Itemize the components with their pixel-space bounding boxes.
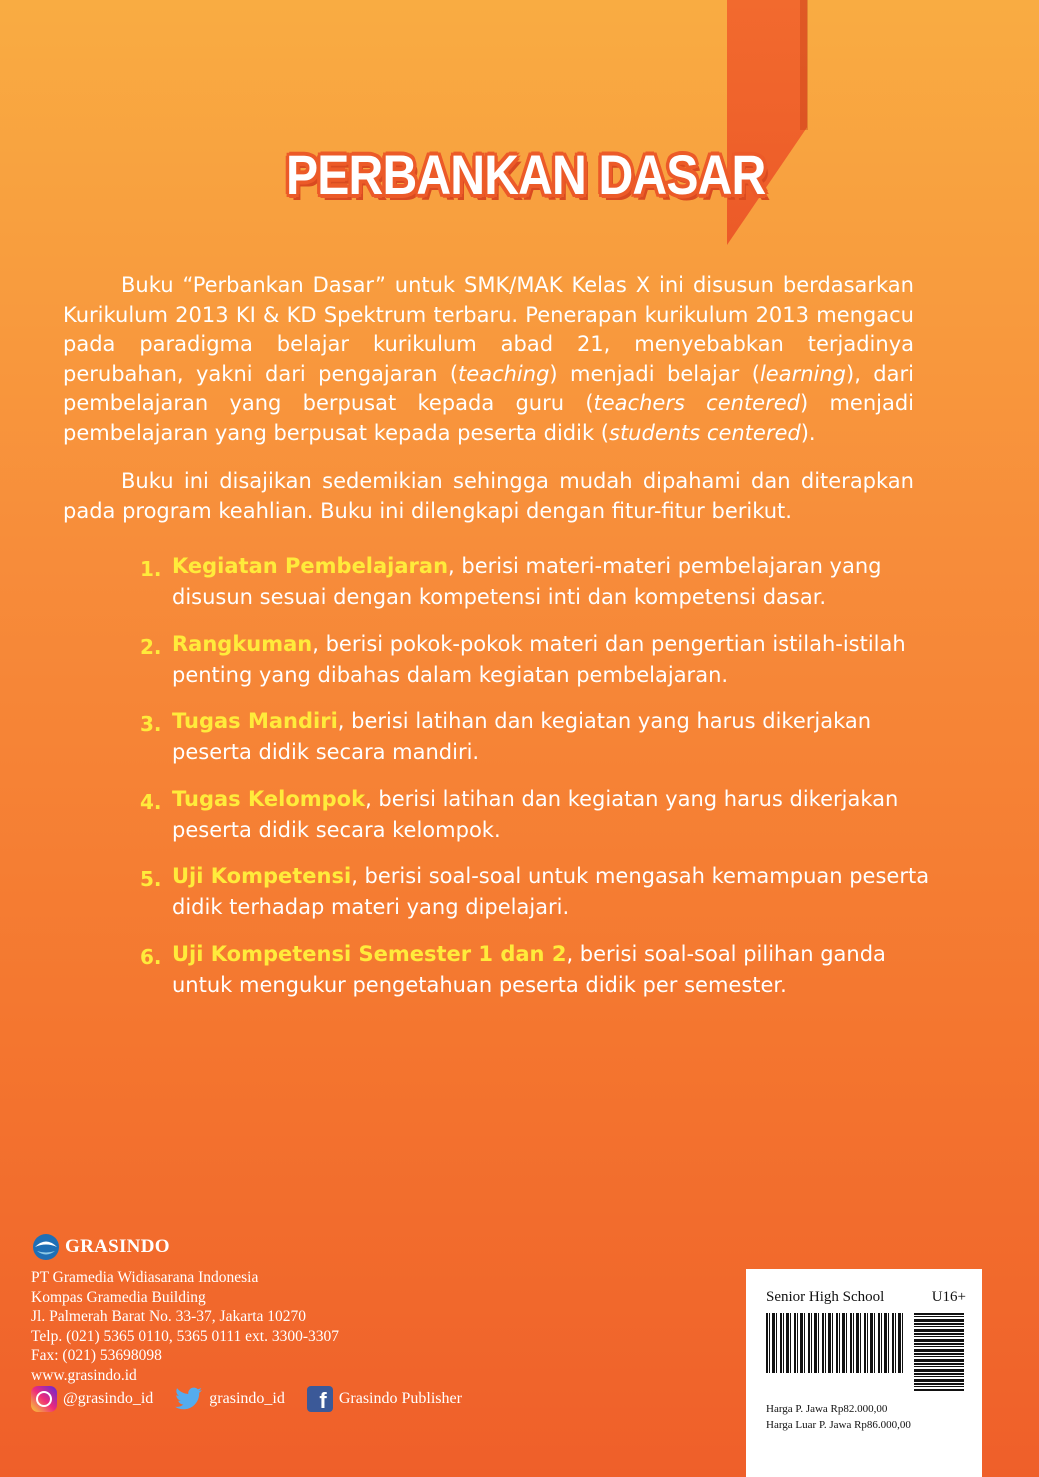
p2-text: Buku ini disajikan sedemikian sehingga mudah dipahami dan diterapkan pada program keahlian. Buku ini dilengkapi dengan fitur-fitur berikut. (63, 469, 914, 523)
feature-heading: Uji Kompetensi Semester 1 dan 2 (172, 941, 567, 966)
price-list (766, 1402, 911, 1433)
feature-text: , berisi soal-soal untuk mengasah kemampuan peserta didik terhadap materi yang dipelajari. (172, 864, 930, 919)
feature-number: 2. (140, 634, 162, 659)
twitter-handle: grasindo_id (209, 1390, 285, 1407)
feature-text: , berisi materi-materi pembelajaran yang disusun sesuai dengan kompetensi inti dan kompetensi dasar. (172, 554, 882, 609)
publisher-logo (31, 1232, 339, 1262)
price-java: Harga P. Jawa Rp82.000,00 (766, 1403, 888, 1415)
publisher-logo-text: GRASINDO (65, 1236, 170, 1257)
feature-number: 6. (140, 944, 162, 969)
p1-italic-teaching: teaching (458, 361, 550, 386)
feature-heading: Tugas Mandiri (172, 709, 338, 733)
facebook-name: Grasindo Publisher (338, 1390, 462, 1407)
instagram-icon (31, 1386, 57, 1412)
feature-number: 5. (140, 867, 162, 891)
feature-number: 4. (140, 789, 162, 814)
grasindo-logo-icon (31, 1232, 61, 1262)
feature-heading: Kegiatan Pembelajaran (172, 554, 449, 578)
feature-item (140, 551, 950, 613)
ribbon-shadow (800, 0, 808, 130)
feature-number: 3. (140, 712, 162, 736)
school-level: Senior High School (766, 1289, 885, 1305)
feature-item (140, 784, 950, 846)
age-rating: U16+ (931, 1289, 966, 1305)
isbn-barcode (766, 1313, 904, 1373)
barcode-label (746, 1269, 982, 1477)
feature-heading: Tugas Kelompok (172, 786, 366, 811)
twitter-icon (175, 1387, 203, 1411)
feature-item (140, 939, 950, 1001)
feature-text: , berisi latihan dan kegiatan yang harus dikerjakan peserta didik secara mandiri. (172, 709, 872, 764)
twitter-link[interactable] (175, 1387, 285, 1411)
instagram-handle: @grasindo_id (63, 1390, 154, 1407)
facebook-link[interactable] (307, 1386, 462, 1412)
p1-text-a: Buku “Perbankan Dasar” untuk SMK/MAK Kelas X ini disusun berdasarkan Kurikulum 2013 KI & KD Spektrum terbaru. Penerapan kurikulum 2013 mengacu pada paradigma belajar kurikulum abad 21, menyebabkan terjadinya perubahan, yakni dari pengajaran ( (63, 273, 914, 386)
p1-text-b: ) menjadi belajar ( (549, 361, 760, 386)
bookmark-ribbon (727, 0, 807, 245)
p1-italic-learning: learning (759, 361, 846, 386)
feature-item (140, 706, 950, 768)
price-outside-java: Harga Luar P. Jawa Rp86.000,00 (766, 1418, 911, 1431)
publisher-block (31, 1232, 339, 1386)
publisher-address (31, 1268, 339, 1386)
feature-heading: Uji Kompetensi (172, 864, 352, 888)
feature-text: , berisi soal-soal pilihan ganda untuk mengukur pengetahuan peserta didik per semester. (172, 941, 886, 997)
p1-text-c: ), dari pembelajaran yang berpusat kepada guru ( (63, 361, 914, 416)
feature-item (140, 629, 950, 691)
address-line: PT Gramedia Widiasarana Indonesia (31, 1269, 259, 1286)
description-paragraph-1 (63, 271, 914, 449)
p1-text-d: ) menjadi pembelajaran yang berpusat kepada peserta didik ( (63, 391, 914, 445)
barcode-header (766, 1289, 966, 1306)
feature-list (140, 551, 950, 1016)
address-line: Telp. (021) 5365 0110, 5365 0111 ext. 3300-3307 (31, 1327, 340, 1345)
description-paragraph-2 (63, 467, 914, 526)
book-title: PERBANKAN DASAR (286, 143, 766, 206)
p1-text-e: ). (800, 420, 816, 445)
facebook-icon: f (307, 1386, 333, 1412)
social-links (31, 1386, 484, 1412)
instagram-link[interactable] (31, 1386, 153, 1412)
feature-number: 1. (140, 557, 162, 581)
p1-italic-students-centered: students centered (609, 420, 801, 445)
vertical-barcode (914, 1313, 964, 1391)
address-line: Kompas Gramedia Building (31, 1288, 206, 1306)
address-line: Jl. Palmerah Barat No. 33-37, Jakarta 10270 (31, 1308, 307, 1326)
feature-item (140, 861, 950, 923)
p1-italic-teachers-centered: teachers centered (593, 391, 800, 416)
website-link[interactable]: www.grasindo.id (31, 1366, 137, 1384)
feature-text: , berisi pokok-pokok materi dan pengertian istilah-istilah penting yang dibahas dalam kegiatan pembelajaran. (172, 631, 906, 687)
address-line: Fax: (021) 53698098 (31, 1347, 162, 1365)
feature-heading: Rangkuman (172, 631, 313, 656)
feature-text: , berisi latihan dan kegiatan yang harus dikerjakan peserta didik secara kelompok. (172, 786, 899, 842)
